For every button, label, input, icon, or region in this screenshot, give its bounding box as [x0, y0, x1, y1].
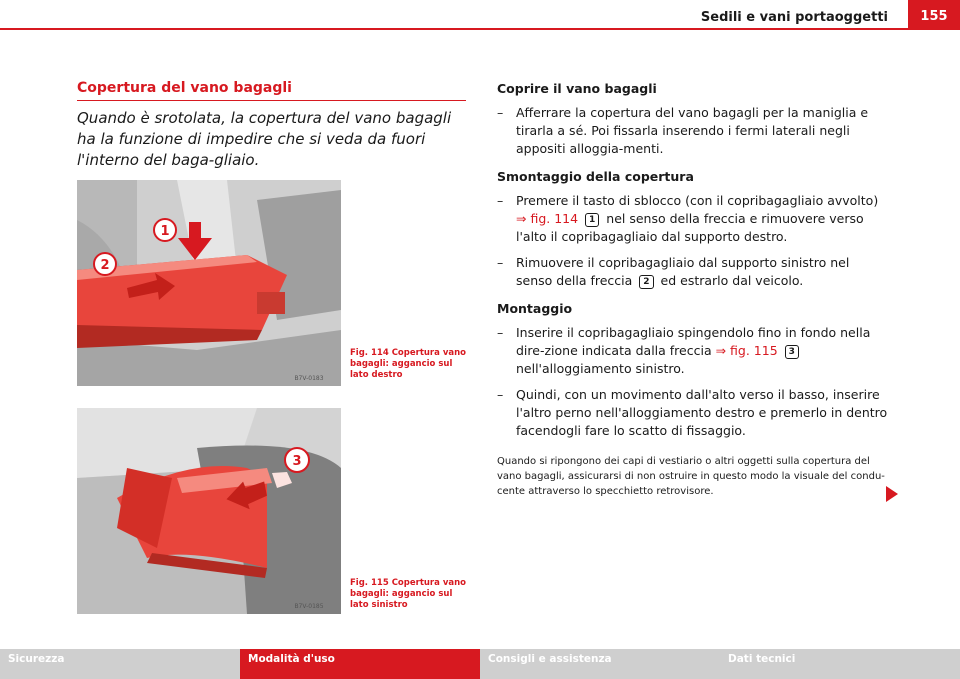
- step-text: nell'alloggiamento sinistro.: [516, 361, 685, 376]
- footer-tab-modalita-duso[interactable]: Modalità d'uso: [240, 649, 480, 679]
- step-text: Inserire il copribagagliaio spingendolo fino in fondo nella dire-zione indicata dalla freccia: [516, 325, 871, 358]
- figure-115-callout-3: 3: [292, 454, 302, 469]
- figure-115-caption: Fig. 115 Copertura vano bagagli: aggancio sul lato sinistro: [350, 578, 466, 610]
- step-text: ed estrarlo dal veicolo.: [660, 273, 804, 288]
- procedure-step: [497, 386, 889, 440]
- title-rule: [77, 100, 466, 101]
- figure-115-link[interactable]: ⇒ fig. 115: [715, 343, 778, 358]
- procedures-column: [497, 80, 889, 499]
- step-dash: –: [497, 255, 504, 270]
- procedure-step: [497, 254, 889, 290]
- step-text: Premere il tasto di sblocco (con il copribagagliaio avvolto): [516, 193, 879, 208]
- header-rule: [0, 28, 960, 30]
- footer-tab-consigli-assistenza[interactable]: Consigli e assistenza: [480, 649, 720, 679]
- step-text: Afferrare la copertura del vano bagagli per la maniglia e tirarla a sé. Poi fissarla inserendo i fermi laterali negli appositi alloggia-menti.: [516, 105, 869, 156]
- figure-115-image: [77, 408, 341, 614]
- step-text: Rimuovere il copribagagliaio dal supporto sinistro nel senso della freccia: [516, 255, 850, 288]
- callout-badge: 3: [785, 345, 799, 359]
- page-number: 155: [908, 0, 960, 30]
- note-text: Quando si ripongono dei capi di vestiario o altri oggetti sulla copertura del vano bagagli, assicurarsi di non ostruire in questo modo la visuale del condu-cente attraverso lo specchietto retrovisore.: [497, 456, 885, 497]
- intro-text: Quando è srotolata, la copertura del vano bagagli ha la funzione di impedire che si veda da fuori l'interno del baga-gliaio.: [77, 109, 452, 169]
- step-dash: –: [497, 325, 504, 340]
- footer-tab-sicurezza[interactable]: Sicurezza: [0, 649, 240, 679]
- figure-114-code: B7V-0183: [294, 375, 324, 382]
- running-head: Sedili e vani portaoggetti: [700, 10, 888, 25]
- step-dash: –: [497, 193, 504, 208]
- figure-114-caption: Fig. 114 Copertura vano bagagli: aggancio sul lato destro: [350, 348, 466, 380]
- step-dash: –: [497, 387, 504, 402]
- figure-115-code: B7V-0185: [294, 603, 324, 610]
- procedure-step: [497, 324, 889, 378]
- next-page-arrow-icon[interactable]: [886, 486, 898, 502]
- figure-114-callout-1: 1: [160, 224, 170, 239]
- step-text: Quindi, con un movimento dall'alto verso il basso, inserire l'altro perno nell'alloggiamento destro e premerlo in dentro facendogli fare lo scatto di fissaggio.: [516, 387, 888, 438]
- section-title: Copertura del vano bagagli: [77, 80, 292, 96]
- figure-114-image: [77, 180, 341, 386]
- figure-114-link[interactable]: ⇒ fig. 114: [516, 211, 579, 226]
- step-text: nel senso della freccia e rimuovere verso l'alto il copribagagliaio dal supporto destro.: [516, 211, 864, 244]
- procedure-heading: Montaggio: [497, 301, 573, 316]
- procedure-heading: Coprire il vano bagagli: [497, 81, 657, 96]
- footer-nav: [0, 649, 960, 679]
- callout-badge: 1: [585, 213, 599, 227]
- procedure-step: [497, 104, 889, 158]
- step-dash: –: [497, 105, 504, 120]
- footer-tab-dati-tecnici[interactable]: Dati tecnici: [720, 649, 960, 679]
- callout-badge: 2: [639, 275, 653, 289]
- procedure-step: [497, 192, 889, 246]
- procedure-heading: Smontaggio della copertura: [497, 169, 694, 184]
- figure-114-callout-2: 2: [100, 258, 110, 273]
